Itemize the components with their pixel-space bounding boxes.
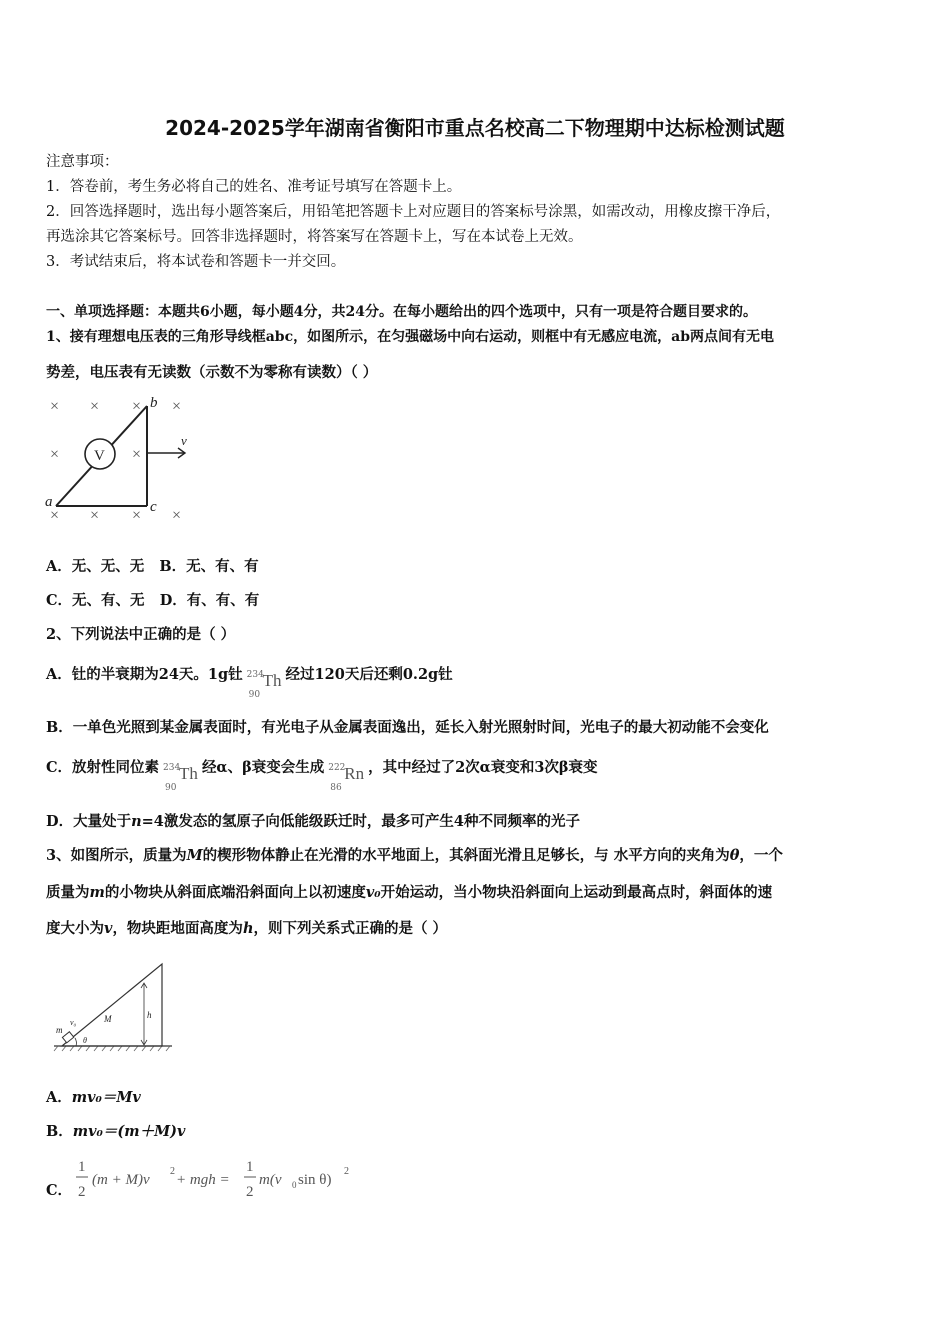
q2-option-a-text-end: 经过120天后还剩0.2g钍 <box>285 666 453 683</box>
label-v0: v₀ <box>70 1018 77 1027</box>
q1-option-d[interactable]: D．有、有、有 <box>159 592 260 609</box>
q3-stem-line1: 3、如图所示，质量为M的楔形物体静止在光滑的水平地面上，其斜面光滑且足够长，与 水平方向的夹角为θ，一个 <box>46 847 783 864</box>
svg-text:m(v: m(v <box>259 1172 282 1188</box>
thorium-isotope: 234 90 Th <box>246 670 282 700</box>
svg-text:+ mgh =: + mgh = <box>176 1172 230 1188</box>
block-shape <box>62 1032 73 1043</box>
q1-stem-line2: 势差，电压表有无读数（示数不为零称有读数）（ ） <box>46 364 378 381</box>
q3-figure <box>50 958 180 1058</box>
q1-options-row2 <box>46 591 259 611</box>
field-cross: × <box>132 398 142 415</box>
note-item-3: 3．考试结束后，将本试卷和答题卡一并交回。 <box>46 254 346 270</box>
q2-option-a-text: A．钍的半衰期为24天。1g钍 <box>46 666 243 683</box>
q1-options-row1 <box>46 557 259 577</box>
field-cross: × <box>50 507 60 523</box>
q2-option-c[interactable] <box>46 751 598 793</box>
thorium-isotope: 234 90 Th <box>163 763 198 793</box>
field-cross: × <box>50 446 60 463</box>
q2-option-b[interactable]: B．一单色光照到某金属表面时，有光电子从金属表面逸出，延长入射光照射时间，光电子的最大初动能不会变化 <box>46 719 769 736</box>
q2-stem: 2、下列说法中正确的是（ ） <box>46 626 236 643</box>
q3-option-b[interactable]: B．mv₀＝(m＋M)v <box>46 1123 186 1140</box>
label-m: m <box>56 1025 63 1035</box>
q2-option-d[interactable] <box>46 812 580 832</box>
voltmeter-label: V <box>94 448 105 464</box>
field-cross: × <box>172 507 182 523</box>
q1-option-a[interactable]: A．无、无、无 <box>46 558 145 575</box>
notes-heading: 注意事项： <box>46 154 119 170</box>
radon-isotope: 222 86 Rn <box>328 763 365 793</box>
q3-stem-line2: 质量为m的小物块从斜面底端沿斜面向上以初速度v₀开始运动，当小物块沿斜面向上运动到最高点时，斜面体的速 <box>46 884 773 901</box>
svg-text:2: 2 <box>344 1166 349 1177</box>
q2-option-c-text: C．放射性同位素 <box>46 759 160 776</box>
svg-text:0: 0 <box>292 1180 297 1190</box>
q3-stem-line3: 度大小为v，物块距地面高度为h，则下列关系式正确的是（ ） <box>46 920 448 937</box>
field-cross: × <box>132 507 142 523</box>
field-cross: × <box>90 507 100 523</box>
q2-option-c-text-end: ，其中经过了2次α衰变和3次β衰变 <box>368 759 598 776</box>
svg-text:(m + M)v: (m + M)v <box>92 1172 150 1188</box>
q2-option-d-text: D．大量处于 <box>46 813 132 830</box>
q3-option-c-label[interactable]: C． <box>46 1182 73 1199</box>
field-cross: × <box>50 398 60 415</box>
field-cross: × <box>172 398 182 415</box>
q1-stem-line1: 1、接有理想电压表的三角形导线框abc，如图所示，在匀强磁场中向右运动，则框中有无感应电流，ab两点间有无电 <box>46 329 774 345</box>
svg-text:sin θ): sin θ) <box>298 1172 332 1188</box>
note-item-2: 2．回答选择题时，选出每小题答案后，用铅笔把答题卡上对应题目的答案标号涂黑，如需改动，用橡皮擦干净后， <box>46 204 781 220</box>
q2-option-d-text-end: =4激发态的氢原子向低能级跃迁时，最多可产生4种不同频率的光子 <box>141 813 580 830</box>
wedge-shape <box>62 964 162 1046</box>
field-cross: × <box>132 446 142 463</box>
svg-text:2: 2 <box>170 1166 175 1177</box>
svg-text:1: 1 <box>246 1159 254 1175</box>
label-c: c <box>150 499 157 515</box>
q2-option-c-text-mid: 经α、β衰变会生成 <box>201 759 325 776</box>
section-heading: 一、单项选择题：本题共6小题，每小题4分，共24分。在每小题给出的四个选项中，只有一项是符合题目要求的。 <box>46 304 757 320</box>
q2-option-d-n: n <box>131 813 142 830</box>
label-v: v <box>181 433 187 448</box>
page-title: 2024-2025学年湖南省衡阳市重点名校高二下物理期中达标检测试题 <box>165 116 785 140</box>
q1-figure <box>44 393 194 523</box>
q1-option-b[interactable]: B．无、有、有 <box>159 558 259 575</box>
label-M: M <box>104 1014 112 1024</box>
label-theta: θ <box>83 1036 87 1045</box>
q3-option-c-formula <box>74 1154 364 1206</box>
note-item-2-cont: 再选涂其它答案标号。回答非选择题时，将答案写在答题卡上，写在本试卷上无效。 <box>46 229 583 245</box>
q3-option-a[interactable]: A．mv₀＝Mv <box>46 1089 141 1106</box>
label-b: b <box>150 395 158 411</box>
label-h: h <box>147 1010 152 1020</box>
svg-text:2: 2 <box>246 1184 254 1200</box>
field-cross: × <box>90 398 100 415</box>
q2-option-a[interactable] <box>46 658 453 700</box>
svg-text:1: 1 <box>78 1159 86 1175</box>
q1-option-c[interactable]: C．无、有、无 <box>46 592 145 609</box>
label-a: a <box>45 494 53 510</box>
svg-text:2: 2 <box>78 1184 86 1200</box>
note-item-1: 1．答卷前，考生务必将自己的姓名、准考证号填写在答题卡上。 <box>46 179 462 195</box>
